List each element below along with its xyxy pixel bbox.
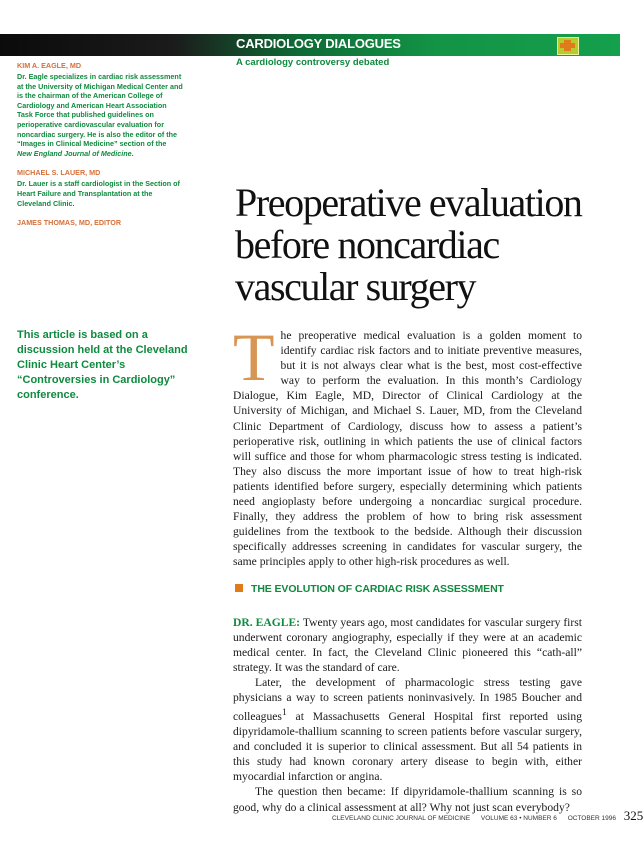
conference-note: This article is based on a discussion held at the Cleveland Clinic Heart Center’s “Controversies in Cardiology” conference. bbox=[17, 329, 188, 401]
author-bio: Dr. Lauer is a staff cardiologist in the Section of Heart Failure and Transplantation at the Cleveland Clinic. bbox=[17, 179, 180, 208]
citation-ref: 1 bbox=[281, 707, 287, 719]
page-number: 325 bbox=[623, 808, 643, 823]
article-title: Preoperative evaluation before noncardiac vascular surgery bbox=[235, 180, 582, 309]
speaker-label: DR. EAGLE: bbox=[233, 615, 301, 629]
page-footer bbox=[332, 808, 643, 824]
editor-name: JAMES THOMAS, MD, EDITOR bbox=[17, 218, 122, 228]
section-title: CARDIOLOGY DIALOGUES bbox=[236, 36, 401, 51]
body-paragraph: The question then became: If dipyridamole-thallium scanning is so good, why do a clinical assessment at all? Why not just scan everybody? bbox=[233, 785, 582, 814]
author-bio: Dr. Eagle specializes in cardiac risk assessment at the University of Michigan Medical Center and is the chairman of the American College of Cardiology and American Heart Association Task Force that published guidelines on perioperative cardiovascular evaluation for noncardiac surgery. He is also the editor of the “Images in Clinical Medicine” section of the New England Journal of Medicine. bbox=[17, 72, 183, 158]
drop-cap: T bbox=[233, 319, 275, 395]
cross-logo-icon bbox=[557, 37, 579, 55]
journal-name: New England Journal of Medicine bbox=[17, 148, 132, 158]
body-paragraph: Later, the development of pharmacologic stress testing gave physicians a way to screen patients noninvasively. In 1985 Boucher and colleagues$^1$ at Massachusetts General Hospital first reported using dipyridamole-thallium scanning to screen patients before vascular surgery, and concluded it is superior to clinical assessment. But all 54 patients in this study had known coronary artery disease to begin with, either myocardial infarction or angina. bbox=[233, 675, 582, 784]
author-sidebar bbox=[17, 61, 183, 229]
journal-footer: CLEVELAND CLINIC JOURNAL OF MEDICINE bbox=[332, 815, 471, 822]
square-bullet-icon bbox=[235, 584, 243, 592]
article-body bbox=[233, 319, 582, 815]
intro-paragraph: The preoperative medical evaluation is a golden moment to identify cardiac risk factors and to initiate preventive measures, but it is not always clear what is the best, most cost-effective way to perform the evaluation. In this month’s Cardiology Dialogue, Kim Eagle, MD, Director of Clinical Cardiology at the University of Michigan, and Michael S. Lauer, MD, from the Cleveland Clinic Department of Cardiology, discuss how to assess a patient’s perioperative risk, outlining in which patients the use of clinical factors will suffice and those for whom pharmacologic stress testing is indicated. They also discuss the more important issue of how to treat high-risk patients identified before surgery, especially determining which patients need angioplasty before undergoing a noncardiac surgical procedure. Finally, they address the problem of how to bring risk assessment guidelines from the textbook to the bedside. Although their discussion specifically addresses screening in candidates for vascular surgery, the same principles apply to other high-risk procedures as well. bbox=[233, 319, 582, 569]
author-name: KIM A. EAGLE, MD bbox=[17, 61, 82, 70]
volume-info: VOLUME 63 • NUMBER 6 bbox=[480, 815, 557, 822]
body-paragraph: DR. EAGLE: Twenty years ago, most candidates for vascular surgery first underwent coronary angiography, especially if they were at an academic medical center. In fact, the Cleveland Clinic pioneered this “cath-all” strategy. It was the standard of care. bbox=[233, 615, 582, 674]
issue-date: OCTOBER 1996 bbox=[567, 815, 616, 822]
author-name: MICHAEL S. LAUER, MD bbox=[17, 168, 101, 178]
section-heading: THE EVOLUTION OF CARDIAC RISK ASSESSMENT bbox=[233, 582, 582, 597]
section-subtitle: A cardiology controversy debated bbox=[236, 57, 390, 68]
